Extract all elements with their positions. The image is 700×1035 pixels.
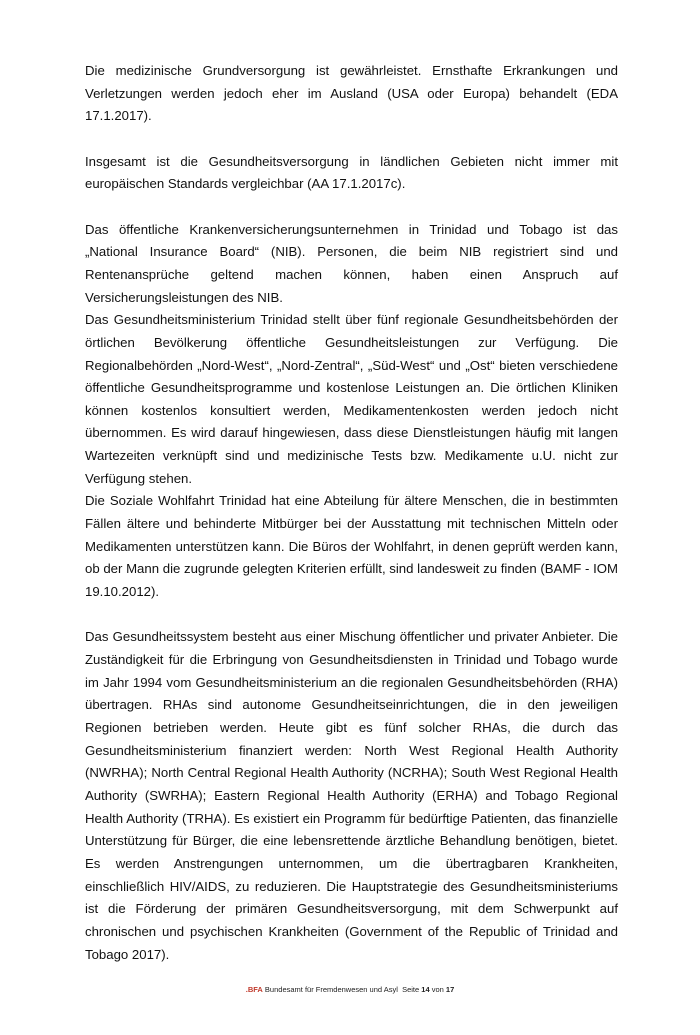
- paragraph: Die medizinische Grundversorgung ist gewährleistet. Ernsthafte Erkrankungen und Verletzungen werden jedoch eher im Ausland (USA oder Europa) behandelt (EDA 17.1.2017).: [85, 63, 618, 124]
- bfa-logo-text: .BFA: [245, 985, 263, 995]
- organization-name: Bundesamt für Fremdenwesen und Asyl: [264, 985, 398, 995]
- of-label: von: [431, 985, 444, 995]
- paragraph: Das Gesundheitssystem besteht aus einer Mischung öffentlicher und privater Anbieter. Die Zuständigkeit für die Erbringung von Gesundheitsdiensten in Trinidad und Tobago wurde im Jahr 1994 vom Gesundheitsministerium an die regionalen Gesundheitsbehörden (RHA) übertragen. RHAs sind autonome Gesundheitseinrichtungen, die in den jeweiligen Regionen betrieben werden. Heute gibt es fünf solcher RHAs, die durch das Gesundheitsministerium finanziert werden: North West Regional Health Authority (NWRHA); North Central Regional Health Authority (NCRHA); South West Regional Health Authority (SWRHA); Eastern Regional Health Authority (ERHA) and Tobago Regional Health Authority (TRHA). Es existiert ein Programm für bedürftige Patienten, das finanzielle Unterstützung für Bürger, die eine lebensrettende ärztliche Behandlung benötigen, bietet. Es werden Anstrengungen unternommen, um die übertragbaren Krankheiten, einschließlich HIV/AIDS, zu reduzieren. Die Hauptstrategie des Gesundheitsministeriums ist die Förderung der primären Gesundheitsversorgung, mit dem Schwerpunkt auf chronischen und psychischen Krankheiten (Government of the Republic of Trinidad and Tobago 2017).: [85, 629, 618, 962]
- page-label: Seite: [402, 985, 420, 995]
- page-total: 17: [445, 985, 455, 995]
- paragraph: Das öffentliche Krankenversicherungsunternehmen in Trinidad und Tobago ist das „National Insurance Board“ (NIB). Personen, die beim NIB registriert sind und Rentenansprüche geltend machen können, haben einen Anspruch auf Versicherungsleistungen des NIB.: [85, 221, 618, 305]
- paragraph: Die Soziale Wohlfahrt Trinidad hat eine Abteilung für ältere Menschen, die in bestimmten Fällen ältere und behinderte Mitbürger bei der Ausstattung mit technischen Mitteln oder Medikamenten unterstützen kann. Die Büros der Wohlfahrt, in denen geprüft werden kann, ob der Mann die zugrunde gelegten Kriterien erfüllt, sind landesweit zu finden (BAMF - IOM 19.10.2012).: [85, 493, 618, 600]
- paragraph: Das Gesundheitsministerium Trinidad stellt über fünf regionale Gesundheitsbehörden der örtlichen Bevölkerung öffentliche Gesundheitsleistungen zur Verfügung. Die Regionalbehörden „Nord-West“, „Nord-Zentral“, „Süd-West“ und „Ost“ bieten verschiedene öffentliche Gesundheitsprogramme und kostenlose Leistungen an. Die örtlichen Kliniken können kostenlos konsultiert werden, Medikamentenkosten werden jedoch nicht übernommen. Es wird darauf hingewiesen, dass diese Dienstleistungen häufig mit langen Wartezeiten verknüpft sind und medizinische Tests bzw. Medikamente u.U. nicht zur Verfügung stehen.: [85, 312, 618, 486]
- paragraph: Insgesamt ist die Gesundheitsversorgung in ländlichen Gebieten nicht immer mit europäischen Standards vergleichbar (AA 17.1.2017c).: [85, 153, 618, 192]
- page-number: 14: [421, 985, 430, 995]
- document-body: [85, 60, 618, 966]
